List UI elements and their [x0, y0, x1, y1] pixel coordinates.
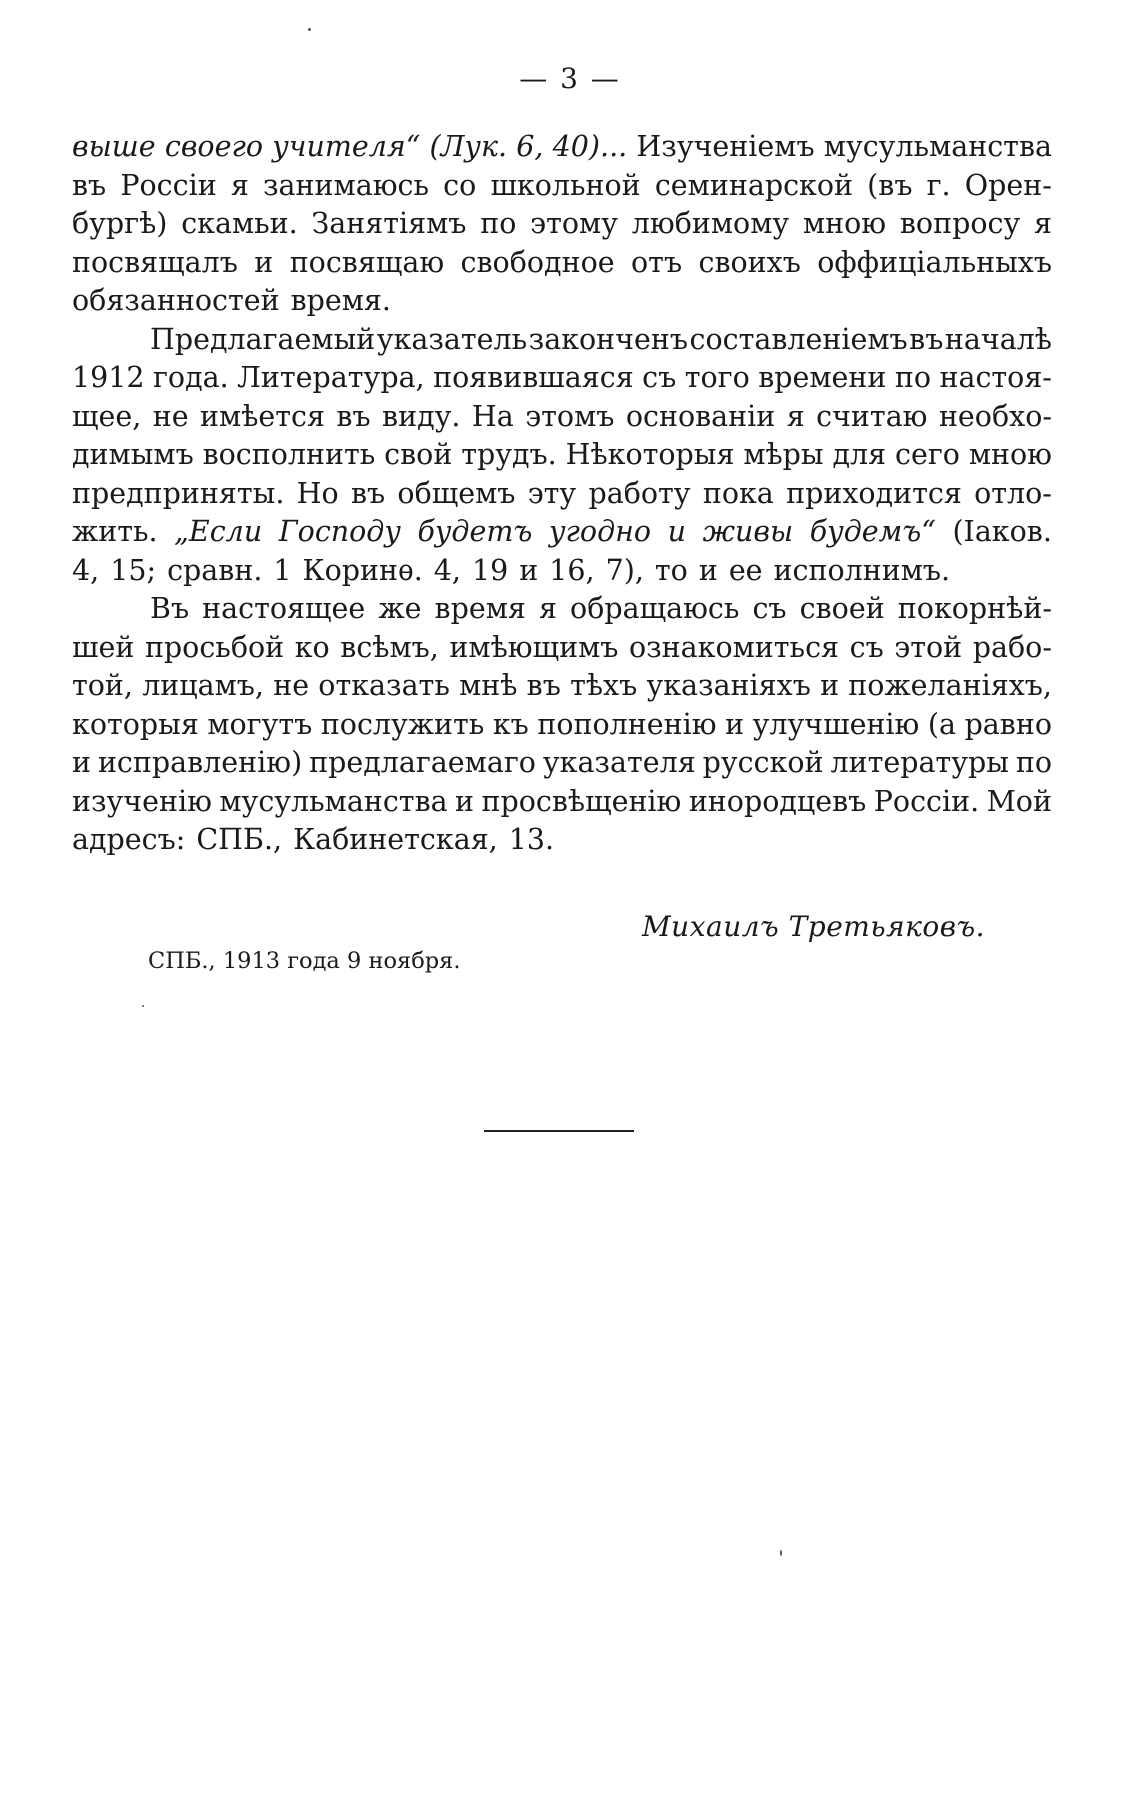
scan-speck: [780, 1550, 782, 1556]
text-line: [72, 552, 1052, 591]
word: жить.: [72, 515, 158, 548]
body-text: [72, 128, 1052, 860]
word: послужить: [320, 707, 485, 741]
word: эту: [527, 476, 577, 510]
word: Изученіемъ: [636, 130, 815, 163]
word: лицамъ,: [142, 669, 264, 702]
scan-speck: [308, 28, 311, 31]
word: и: [820, 669, 840, 702]
word: Россіи.: [873, 784, 980, 818]
word: 1912: [72, 361, 145, 394]
word: не: [152, 399, 189, 433]
word: имѣется: [200, 399, 325, 433]
word: инородцевъ: [688, 784, 867, 818]
scan-speck: [142, 1005, 144, 1007]
word: своего: [164, 130, 264, 163]
word: мѣры: [743, 438, 824, 471]
text-line: [72, 205, 1052, 244]
word: того: [684, 361, 750, 394]
word: 15;: [110, 553, 157, 587]
word: 16,: [549, 553, 595, 587]
word: мною: [968, 438, 1052, 471]
word: отказать: [318, 669, 450, 702]
text-line: [72, 783, 1052, 822]
word: мною: [802, 207, 887, 240]
word: исполнимъ.: [773, 553, 951, 587]
word: (Іаков.: [952, 515, 1052, 548]
word: семинарской: [654, 168, 853, 202]
text-line: [72, 359, 1052, 398]
text-line: [72, 475, 1052, 514]
word: работу: [588, 476, 691, 510]
word: 4,: [72, 553, 100, 587]
word: то: [654, 553, 688, 587]
word: ее: [728, 553, 763, 587]
word: основаніи: [625, 399, 776, 433]
word: я: [1034, 207, 1052, 240]
word: настоящее: [202, 592, 366, 625]
word: просьбой: [144, 630, 285, 664]
word: предлагаемаго: [309, 746, 536, 779]
word: и: [519, 553, 539, 587]
word: „Если: [174, 515, 263, 548]
word: Литература,: [237, 361, 425, 394]
word: обязанностей: [72, 284, 280, 317]
word: адресъ:: [72, 823, 186, 856]
word: не: [273, 669, 310, 702]
word: съ: [849, 630, 884, 664]
word: въ: [72, 168, 107, 202]
text-line: [72, 821, 1052, 860]
text-line: [72, 321, 1052, 360]
word: своихъ: [698, 245, 801, 279]
word: ко: [294, 630, 330, 664]
word: пожеланіяхъ,: [848, 669, 1052, 702]
word: покорнѣй-: [897, 592, 1052, 625]
word: по: [480, 207, 517, 240]
word: мусульманства: [823, 130, 1052, 163]
word: пополненію: [537, 707, 717, 741]
word: вопросу: [899, 207, 1021, 240]
word: законченъ: [528, 322, 688, 356]
word: приходится: [786, 476, 962, 510]
word: указатель: [376, 322, 528, 356]
text-line: [72, 744, 1052, 783]
text-line: [72, 513, 1052, 552]
word: и: [667, 515, 687, 548]
word: любимому: [631, 207, 790, 240]
word: 19: [471, 553, 509, 587]
word: которыя: [72, 707, 199, 741]
word: восполнить: [202, 438, 376, 471]
word: Господу: [278, 515, 401, 548]
word: оффиціальныхъ: [817, 245, 1052, 279]
word: общемъ: [397, 476, 516, 510]
word: 40)...: [552, 130, 628, 163]
word: и: [254, 245, 274, 279]
word: этому: [530, 207, 618, 240]
word: и: [698, 553, 718, 587]
word: мусульманства: [219, 784, 448, 818]
word: своей: [799, 592, 885, 625]
word: этой: [894, 630, 963, 664]
word: г.: [926, 168, 951, 202]
word: время.: [290, 284, 391, 317]
text-line: [72, 590, 1052, 629]
word: съ: [642, 361, 677, 394]
word: (въ: [867, 168, 913, 202]
word: свободное: [460, 245, 615, 279]
word: отъ: [631, 245, 683, 279]
word: будетъ: [417, 515, 533, 548]
word: трудъ.: [461, 438, 557, 471]
word: въ: [350, 476, 386, 510]
word: этомъ: [525, 399, 615, 433]
word: 13.: [508, 823, 555, 856]
word: составленіемъ: [689, 322, 908, 356]
word: ознакомиться: [628, 630, 840, 664]
word: посвящаю: [289, 245, 445, 279]
word: настоя-: [939, 361, 1052, 394]
dateline: СПБ., 1913 года 9 ноября.: [148, 948, 461, 974]
text-line: [72, 244, 1052, 283]
text-line: [72, 282, 1052, 321]
word: будемъ“: [809, 515, 936, 548]
word: Орен-: [964, 168, 1052, 202]
word: времени: [758, 361, 887, 394]
word: 4,: [433, 553, 461, 587]
word: учителя“: [272, 130, 421, 163]
word: всѣмъ,: [340, 630, 439, 664]
word: къ: [492, 707, 529, 741]
word: время: [434, 592, 526, 625]
word: сравн.: [167, 553, 263, 587]
word: (Лук.: [429, 130, 508, 163]
word: той,: [72, 669, 133, 702]
page-number: — 3 —: [519, 62, 621, 95]
word: русской: [702, 746, 824, 779]
signature: Михаилъ Третьяковъ.: [642, 910, 986, 943]
word: и: [725, 707, 745, 741]
word: сего: [895, 438, 960, 471]
word: и: [72, 746, 91, 779]
word: Нѣкоторыя: [565, 438, 735, 471]
text-line: [72, 128, 1052, 167]
word: виду.: [382, 399, 461, 433]
word: Россіи: [120, 168, 217, 202]
word: пока: [702, 476, 774, 510]
word: въ: [336, 399, 371, 433]
word: щее,: [72, 399, 142, 433]
word: Въ: [150, 592, 190, 625]
word: угодно: [548, 515, 652, 548]
word: съ: [752, 592, 787, 625]
word: указателя: [542, 746, 696, 779]
word: Но: [296, 476, 339, 510]
word: школьной: [490, 168, 641, 202]
word: имѣющимъ: [449, 630, 619, 664]
word: тѣхъ: [570, 669, 638, 702]
word: предприняты.: [72, 476, 285, 510]
word: 1: [273, 553, 292, 587]
word: выше: [72, 130, 156, 163]
word: необхо-: [938, 399, 1052, 433]
word: могутъ: [207, 707, 313, 741]
word: и: [455, 784, 475, 818]
word: рабо-: [972, 630, 1052, 664]
word: свой: [384, 438, 453, 471]
word: Кабинетская,: [293, 823, 498, 856]
word: равно: [964, 707, 1052, 741]
word: димымъ: [72, 438, 194, 471]
word: (а: [927, 707, 957, 741]
word: живы: [702, 515, 794, 548]
word: считаю: [816, 399, 928, 433]
word: Предлагаемый: [150, 322, 376, 356]
word: шей: [72, 630, 135, 664]
word: СПБ.,: [196, 823, 283, 856]
word: занимаюсь: [263, 168, 429, 202]
word: въ: [909, 322, 944, 356]
text-line: [72, 667, 1052, 706]
word: началѣ: [944, 322, 1052, 356]
word: указаніяхъ: [646, 669, 811, 702]
word: посвящалъ: [72, 245, 238, 279]
word: для: [832, 438, 887, 471]
word: мнѣ: [459, 669, 518, 702]
word: въ: [526, 669, 561, 702]
word: литературы: [830, 746, 1009, 779]
word: же: [378, 592, 422, 625]
text-line: [72, 706, 1052, 745]
word: На: [471, 399, 514, 433]
word: бургѣ): [72, 207, 168, 240]
word: Коринѳ.: [302, 553, 423, 587]
word: я: [786, 399, 805, 433]
word: Мой: [986, 784, 1052, 818]
word: Занятіямъ: [311, 207, 467, 240]
word: я: [230, 168, 249, 202]
word: года.: [152, 361, 229, 394]
word: изученію: [72, 784, 212, 818]
word: скамьи.: [181, 207, 298, 240]
word: 6,: [516, 130, 544, 163]
closing-rule: [484, 1130, 634, 1132]
word: улучшенію: [752, 707, 920, 741]
text-line: [72, 167, 1052, 206]
text-line: [72, 398, 1052, 437]
word: я: [538, 592, 557, 625]
word: по: [894, 361, 931, 394]
word: по: [1015, 746, 1052, 779]
word: обращаюсь: [570, 592, 740, 625]
word: появившаяся: [433, 361, 634, 394]
word: со: [443, 168, 477, 202]
word: просвѣщенію: [481, 784, 682, 818]
word: исправленію): [97, 746, 303, 779]
text-line: [72, 436, 1052, 475]
text-line: [72, 629, 1052, 668]
word: отло-: [974, 476, 1052, 510]
word: 7),: [605, 553, 644, 587]
